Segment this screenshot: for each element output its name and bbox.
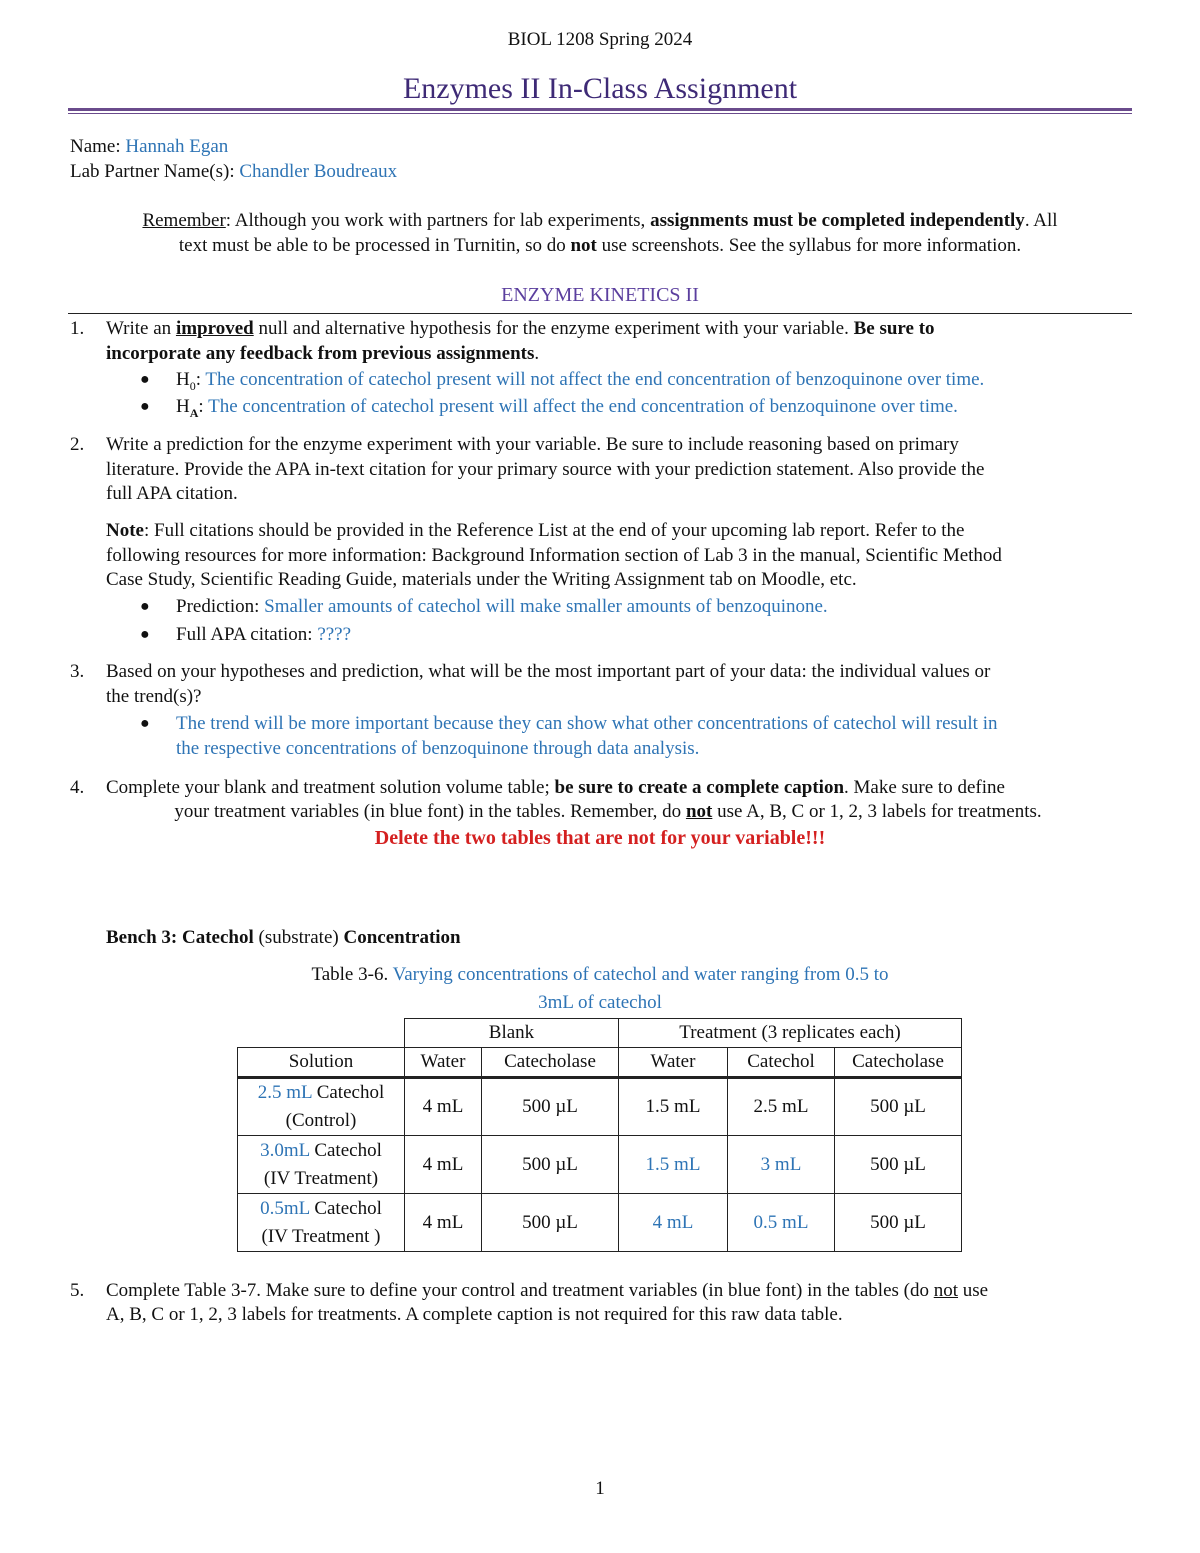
q4-underline: not — [685, 801, 713, 822]
q1-end: . — [534, 343, 540, 364]
note-line-1 — [106, 519, 964, 543]
q5-text-end: use — [958, 1280, 989, 1301]
prediction-line — [176, 595, 828, 619]
bullet-icon: ● — [140, 398, 150, 415]
header-solution: Solution — [238, 1048, 405, 1078]
h0-label: H — [176, 369, 190, 390]
partner-line — [70, 160, 397, 184]
q2-number: 2. — [70, 434, 85, 455]
q2-line-3: full APA citation. — [106, 483, 238, 504]
table-row — [238, 1194, 962, 1252]
q1-text: Write an — [106, 318, 176, 339]
bullet-icon: ● — [140, 626, 150, 643]
q3-line-1: Based on your hypotheses and prediction, what will be the most important part of your data: the individual values or — [106, 661, 991, 682]
table-cell: 1.5 mL — [619, 1136, 728, 1194]
bench-mid: (substrate) — [253, 927, 344, 948]
caption-text-1: Varying concentrations of catechol and water ranging from 0.5 to — [392, 964, 889, 985]
q4-number: 4. — [70, 777, 85, 798]
ha-colon: : — [198, 396, 209, 417]
solution-cell: 2.5 mL Catechol (Control) — [238, 1078, 405, 1136]
name-label: Name: — [70, 136, 121, 157]
remember-line2-end: use screenshots. See the syllabus for more information. — [596, 235, 1022, 256]
prediction-text: Smaller amounts of catechol will make smaller amounts of benzoquinone. — [264, 596, 828, 617]
header-water: Water — [619, 1048, 728, 1078]
remember-text: : Although you work with partners for lab experiments, — [225, 210, 651, 231]
partner-value: Chandler Boudreaux — [239, 161, 398, 182]
bullet-icon: ● — [140, 598, 150, 615]
table-caption-line-1 — [0, 963, 1200, 987]
q4-text-2: . Make sure to define — [844, 777, 1005, 798]
q1-underline: improved — [175, 318, 254, 339]
q1-line-1 — [106, 317, 935, 341]
table-row — [238, 1136, 962, 1194]
q5-underline: not — [933, 1280, 959, 1301]
q1-line-2 — [106, 342, 539, 366]
section-title: ENZYME KINETICS II — [501, 284, 699, 306]
remember-text-end: . All — [1024, 210, 1058, 231]
group-header-blank: Blank — [405, 1019, 619, 1048]
h0-line — [176, 368, 984, 398]
q4-text: Complete your blank and treatment solution volume table; — [106, 777, 555, 798]
remember-line2-text: text must be able to be processed in Turnitin, so do — [178, 235, 571, 256]
q1-number: 1. — [70, 318, 85, 339]
table-cell: 3 mL — [728, 1136, 835, 1194]
table-cell: 500 µL — [835, 1136, 962, 1194]
warning-text: Delete the two tables that are not for your variable!!! — [374, 827, 826, 849]
table-cell: 500 µL — [835, 1078, 962, 1136]
table-cell: 4 mL — [405, 1136, 482, 1194]
remember-line-1 — [0, 209, 1200, 233]
table-caption-line-2: 3mL of catechol — [538, 992, 662, 1013]
note-line-2: following resources for more information: Background Information section of Lab 3 in the manual, Scientific Method — [106, 545, 1002, 566]
bullet-icon: ● — [140, 715, 150, 732]
table-cell: 0.5 mL — [728, 1194, 835, 1252]
ha-line — [176, 395, 958, 425]
table-cell: 4 mL — [405, 1078, 482, 1136]
q5-line-1 — [106, 1279, 988, 1303]
q5-line-2: A, B, C or 1, 2, 3 labels for treatments. A complete caption is not required for this raw data table. — [106, 1304, 843, 1325]
q5-number: 5. — [70, 1280, 85, 1301]
remember-bold: assignments must be completed independently — [650, 210, 1025, 231]
bullet-icon: ● — [140, 371, 150, 388]
name-line — [70, 135, 228, 159]
q4-line-1 — [106, 776, 1005, 800]
header-catechol: Catechol — [728, 1048, 835, 1078]
ha-label: H — [176, 396, 190, 417]
bench-heading — [106, 926, 461, 950]
prediction-label: Prediction: — [176, 596, 265, 617]
q3-line-2: the trend(s)? — [106, 686, 202, 707]
ha-sub: A — [189, 405, 199, 420]
table-row — [238, 1078, 962, 1136]
q4-line2-end: use A, B, C or 1, 2, 3 labels for treatments. — [712, 801, 1042, 822]
table-cell: 4 mL — [405, 1194, 482, 1252]
bench-bold-2: Concentration — [343, 927, 461, 948]
title-divider — [68, 108, 1132, 111]
group-header-treatment: Treatment (3 replicates each) — [619, 1019, 962, 1048]
header-water: Water — [405, 1048, 482, 1078]
solution-cell: 3.0mL Catechol (IV Treatment) — [238, 1136, 405, 1194]
citation-text: ???? — [317, 624, 352, 645]
h0-text: The concentration of catechol present will not affect the end concentration of benzoquinone over time. — [205, 369, 985, 390]
q4-bold: be sure to create a complete caption — [554, 777, 845, 798]
name-value: Hannah Egan — [125, 136, 229, 157]
q4-line-2 — [0, 800, 1200, 824]
q2-line-2: literature. Provide the APA in-text citation for your primary source with your prediction statement. Also provide the — [106, 459, 985, 480]
header-catecholase: Catecholase — [482, 1048, 619, 1078]
solution-cell: 0.5mL Catechol (IV Treatment ) — [238, 1194, 405, 1252]
citation-label: Full APA citation: — [176, 624, 318, 645]
remember-line-2 — [0, 234, 1200, 258]
document-title: Enzymes II In-Class Assignment — [402, 72, 798, 105]
table-cell: 500 µL — [835, 1194, 962, 1252]
table-cell: 500 µL — [482, 1078, 619, 1136]
partner-label: Lab Partner Name(s): — [70, 161, 235, 182]
q2-line-1: Write a prediction for the enzyme experiment with your variable. Be sure to include reasoning based on primary — [106, 434, 959, 455]
remember-line2-bold: not — [570, 235, 597, 256]
q4-line2-text: your treatment variables (in blue font) in the tables. Remember, do — [174, 801, 686, 822]
course-header: BIOL 1208 Spring 2024 — [507, 29, 693, 50]
table-cell: 1.5 mL — [619, 1078, 728, 1136]
q3-answer-2: the respective concentrations of benzoquinone through data analysis. — [176, 738, 700, 759]
q1-bold-2: incorporate any feedback from previous assignments — [106, 343, 535, 364]
q5-text: Complete Table 3-7. Make sure to define your control and treatment variables (in blue font) in the tables (do — [106, 1280, 934, 1301]
q1-bold: Be sure to — [853, 318, 935, 339]
table-cell: 2.5 mL — [728, 1078, 835, 1136]
table-cell: 500 µL — [482, 1194, 619, 1252]
ha-text: The concentration of catechol present will affect the end concentration of benzoquinone over time. — [208, 396, 958, 417]
q3-answer-1: The trend will be more important because they can show what other concentrations of catechol will result in — [176, 713, 998, 734]
header-catecholase: Catecholase — [835, 1048, 962, 1078]
h0-colon: : — [195, 369, 206, 390]
page-number: 1 — [595, 1478, 605, 1499]
h0-sub: 0 — [189, 378, 196, 393]
q3-number: 3. — [70, 661, 85, 682]
remember-label: Remember — [142, 210, 226, 231]
caption-label: Table 3-6. — [311, 964, 393, 985]
q1-text-2: null and alternative hypothesis for the enzyme experiment with your variable. — [253, 318, 854, 339]
table-cell: 500 µL — [482, 1136, 619, 1194]
table-cell: 4 mL — [619, 1194, 728, 1252]
note-line-3: Case Study, Scientific Reading Guide, materials under the Writing Assignment tab on Moodle, etc. — [106, 569, 857, 590]
bench-bold: Bench 3: Catechol — [106, 927, 254, 948]
volume-table — [237, 1018, 962, 1252]
citation-line — [176, 623, 351, 647]
title-divider-thin — [68, 113, 1132, 114]
empty-cell — [238, 1019, 405, 1048]
note-text-1: : Full citations should be provided in the Reference List at the end of your upcoming lab report. Refer to the — [143, 520, 965, 541]
section-divider — [68, 313, 1132, 314]
note-label: Note — [106, 520, 144, 541]
